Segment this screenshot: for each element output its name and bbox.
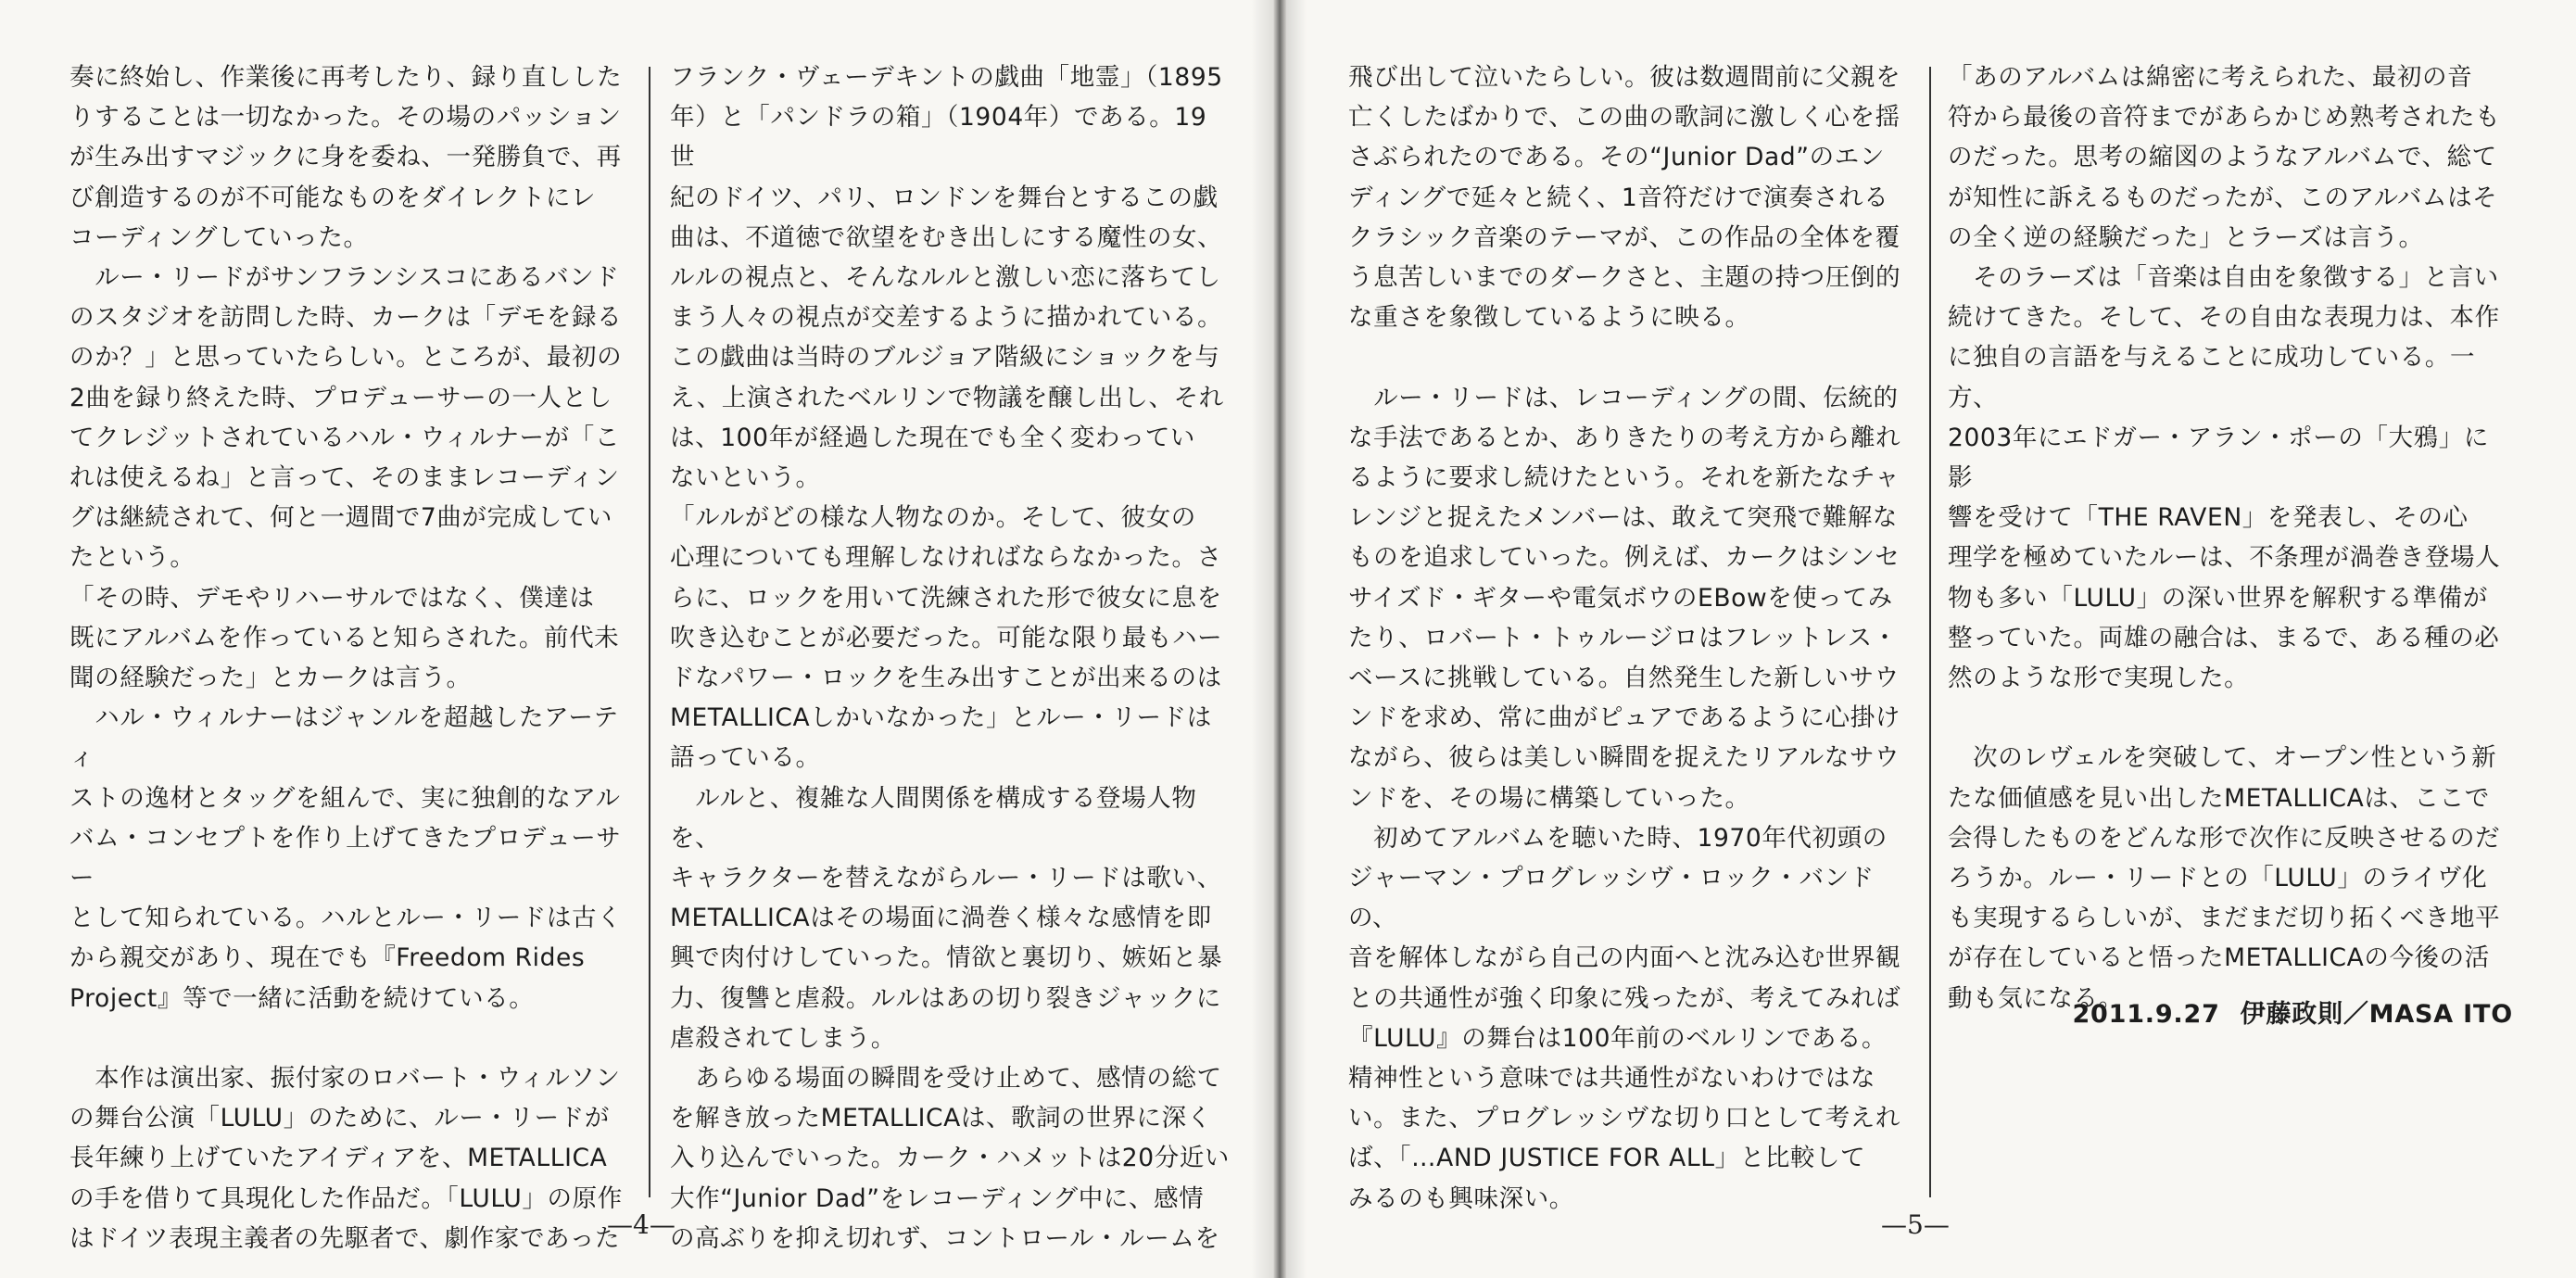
page-number-left: —4— bbox=[607, 1209, 676, 1240]
text-line: 物も多い「LULU」の深い世界を解釈する準備が bbox=[1948, 583, 2488, 613]
text-line: ろうか。ルー・リードとの「LULU」のライヴ化 bbox=[1948, 864, 2488, 893]
text-line: フランク・ヴェーデキントの戯曲「地霊」（1895 bbox=[670, 63, 1223, 92]
signature bbox=[2072, 993, 2513, 1030]
text-line: ルー・リードは、レコーディングの間、伝統的 bbox=[1348, 383, 1899, 412]
text-line: として知られている。ハルとルー・リードは古く bbox=[69, 904, 623, 933]
paragraph-gap bbox=[1348, 337, 1909, 377]
column-divider-right bbox=[1929, 67, 1931, 1197]
column-divider-left bbox=[649, 67, 650, 1197]
text-line: い。また、プログレッシヴな切り口として考えれ bbox=[1348, 1104, 1900, 1133]
text-line: METALLICAしかいなかった」とルー・リードは bbox=[670, 703, 1212, 733]
text-line: 力、復讐と虐殺。ルルはあの切り裂きジャックに bbox=[670, 983, 1222, 1013]
binding-gutter bbox=[1251, 0, 1307, 1278]
text-line: から親交があり、現在でも『Freedom Rides bbox=[69, 943, 586, 973]
paragraph-gap bbox=[69, 1019, 630, 1058]
text-line: な手法であるとか、ありきたりの考え方から離れ bbox=[1348, 423, 1901, 452]
text-line: グは継続されて、何と一週間で7曲が完成してい bbox=[69, 503, 613, 533]
text-line: さぶられたのである。その“Junior Dad”のエン bbox=[1348, 143, 1885, 172]
text-line: ドなパワー・ロックを生み出すことが出来るのは bbox=[670, 664, 1222, 693]
text-line: 既にアルバムを作っていると知らされた。前代未 bbox=[69, 623, 620, 652]
text-line: のか？」と思っていたらしい。ところが、最初の bbox=[69, 343, 623, 373]
text-line: の舞台公演「LULU」のために、ルー・リードが bbox=[69, 1104, 610, 1133]
text-line: 長年練り上げていたアイディアを、METALLICA bbox=[69, 1144, 608, 1173]
text-line: Project』等で一緒に活動を続けている。 bbox=[69, 983, 535, 1013]
text-line: ストの逸材とタッグを組んで、実に独創的なアル bbox=[69, 783, 621, 813]
text-line: たり、ロバート・トゥルージロはフレットレス・ bbox=[1348, 623, 1898, 652]
text-line: 理学を極めていたルーは、不条理が渦巻き登場人 bbox=[1948, 543, 2501, 573]
text-line: 「あのアルバムは綿密に考えられた、最初の音 bbox=[1948, 63, 2473, 92]
text-line: 2003年にエドガー・アラン・ポーの「大鴉」に影 bbox=[1948, 423, 2489, 493]
text-line: 本作は演出家、振付家のロバート・ウィルソン bbox=[69, 1064, 621, 1094]
text-line: らに、ロックを用いて洗練された形で彼女に息を bbox=[670, 583, 1222, 613]
text-line: ルルの視点と、そんなルルと激しい恋に落ちてし bbox=[670, 263, 1221, 293]
text-line: 虐殺されてしまう。 bbox=[670, 1023, 896, 1053]
text-line: 然のような形で実現した。 bbox=[1948, 664, 2250, 693]
text-line: の手を借りて具現化した作品だ。「LULU」の原作 bbox=[69, 1183, 623, 1213]
text-line: 大作“Junior Dad”をレコーディング中に、感情 bbox=[670, 1183, 1205, 1213]
column-4 bbox=[1948, 57, 2508, 1019]
text-line: たという。 bbox=[69, 543, 196, 573]
text-line: ば、「…AND JUSTICE FOR ALL」と比較して bbox=[1348, 1144, 1866, 1173]
text-line: 整っていた。両雄の融合は、まるで、ある種の必 bbox=[1948, 623, 2500, 652]
text-line: のスタジオを訪問した時、カークは「デモを録る bbox=[69, 303, 623, 333]
text-line: ンドを、その場に構築していった。 bbox=[1348, 783, 1750, 813]
text-line: 「ルルがどの様な人物なのか。そして、彼女の bbox=[670, 503, 1196, 533]
text-line: てクレジットされているハル・ウィルナーが「こ bbox=[69, 423, 620, 452]
text-line: 語っている。 bbox=[670, 743, 821, 773]
text-line: そのラーズは「音楽は自由を象徴する」と言い bbox=[1948, 263, 2499, 293]
text-line: るように要求し続けたという。それを新たなチャ bbox=[1348, 463, 1900, 493]
text-line: 動も気になる。 bbox=[1948, 983, 2124, 1013]
text-line: 響を受けて「THE RAVEN」を発表し、その心 bbox=[1948, 503, 2469, 533]
text-line: 聞の経験だった」とカークは言う。 bbox=[69, 664, 472, 693]
text-line: ルー・リードがサンフランシスコにあるバンド bbox=[69, 263, 620, 293]
text-line: 入り込んでいった。カーク・ハメットは20分近い bbox=[670, 1144, 1231, 1173]
text-line: が存在していると悟ったMETALLICAの今後の活 bbox=[1948, 943, 2490, 973]
text-line: 奏に終始し、作業後に再考したり、録り直しした bbox=[69, 63, 623, 92]
text-line: サイズド・ギターや電気ボウのEBowを使ってみ bbox=[1348, 583, 1893, 613]
text-line: との共通性が強く印象に残ったが、考えてみれば bbox=[1348, 983, 1901, 1013]
text-line: ものを追求していった。例えば、カークはシンセ bbox=[1348, 543, 1900, 573]
text-line: 『LULU』の舞台は100年前のベルリンである。 bbox=[1348, 1023, 1888, 1053]
text-line: ベースに挑戦している。自然発生した新しいサウ bbox=[1348, 664, 1900, 693]
text-line: 心理についても理解しなければならなかった。さ bbox=[670, 543, 1222, 573]
text-line: レンジと捉えたメンバーは、敢えて突飛で難解な bbox=[1348, 503, 1899, 533]
text-line: はドイツ表現主義者の先駆者で、劇作家であった bbox=[69, 1223, 621, 1253]
column-3 bbox=[1348, 57, 1909, 1219]
text-line: ジャーマン・プログレッシヴ・ロック・バンドの、 bbox=[1348, 864, 1875, 933]
text-line: りすることは一切なかった。その場のパッション bbox=[69, 103, 622, 133]
text-line: 吹き込むことが必要だった。可能な限り最もハー bbox=[670, 623, 1223, 652]
paragraph-gap bbox=[1948, 698, 2508, 738]
text-line: まう人々の視点が交差するように描かれている。 bbox=[670, 303, 1223, 333]
text-line: れは使えるね」と言って、そのままレコーディン bbox=[69, 463, 620, 493]
text-line: 精神性という意味では共通性がないわけではな bbox=[1348, 1064, 1876, 1094]
text-line: あらゆる場面の瞬間を受け止めて、感情の総て bbox=[670, 1064, 1222, 1094]
text-line: が生み出すマジックに身を委ね、一発勝負で、再 bbox=[69, 143, 622, 172]
text-line: キャラクターを替えながらルー・リードは歌い、 bbox=[670, 864, 1222, 893]
text-line: 符から最後の音符までがあらかじめ熟考されたも bbox=[1948, 103, 2501, 133]
text-line: クラシック音楽のテーマが、この作品の全体を覆 bbox=[1348, 222, 1900, 252]
signature-date: 2011.9.27 bbox=[2072, 1000, 2220, 1029]
text-line: ハル・ウィルナーはジャンルを超越したアーティ bbox=[69, 703, 619, 773]
text-line: 飛び出して泣いたらしい。彼は数週間前に父親を bbox=[1348, 63, 1901, 92]
text-line: ないという。 bbox=[670, 463, 821, 493]
text-line: 「その時、デモやリハーサルではなく、僕達は bbox=[69, 583, 595, 613]
text-line: ながら、彼らは美しい瞬間を捉えたリアルなサウ bbox=[1348, 743, 1900, 773]
text-line: 会得したものをどんな形で次作に反映させるのだ bbox=[1948, 823, 2501, 853]
text-line: ルルと、複雑な人間関係を構成する登場人物を、 bbox=[670, 783, 1197, 853]
text-line: 次のレヴェルを突破して、オープン性という新 bbox=[1948, 743, 2497, 773]
text-line: 興で肉付けしていった。情欲と裏切り、嫉妬と暴 bbox=[670, 943, 1223, 973]
text-line: は、100年が経過した現在でも全く変わってい bbox=[670, 423, 1196, 452]
text-line: 音を解体しながら自己の内面へと沈み込む世界観 bbox=[1348, 943, 1901, 973]
text-line: コーディングしていった。 bbox=[69, 222, 369, 252]
text-line: 亡くしたばかりで、この曲の歌詞に激しく心を揺 bbox=[1348, 103, 1900, 133]
text-line: え、上演されたベルリンで物議を醸し出し、それ bbox=[670, 383, 1224, 412]
text-line: 紀のドイツ、パリ、ロンドンを舞台とするこの戯 bbox=[670, 183, 1219, 212]
text-line: も実現するらしいが、まだまだ切り拓くべき地平 bbox=[1948, 904, 2501, 933]
text-line: の全く逆の経験だった」とラーズは言う。 bbox=[1948, 222, 2424, 252]
text-line: を解き放ったMETALLICAは、歌詞の世界に深く bbox=[670, 1104, 1212, 1133]
text-line: たな価値感を見い出したMETALLICAは、ここで bbox=[1948, 783, 2490, 813]
text-line: この戯曲は当時のブルジョア階級にショックを与 bbox=[670, 343, 1220, 373]
text-line: な重さを象徴しているように映る。 bbox=[1348, 303, 1750, 333]
column-1 bbox=[69, 57, 630, 1259]
signature-author: 伊藤政則／MASA ITO bbox=[2240, 1000, 2513, 1029]
text-line: 続けてきた。そして、その自由な表現力は、本作 bbox=[1948, 303, 2500, 333]
text-line: う息苦しいまでのダークさと、主題の持つ圧倒的 bbox=[1348, 263, 1901, 293]
text-line: の高ぶりを抑え切れず、コントロール・ルームを bbox=[670, 1223, 1220, 1253]
text-line: 年）と「パンドラの箱」（1904年）である。19世 bbox=[670, 103, 1207, 172]
page-number-right: —5— bbox=[1881, 1209, 1950, 1240]
text-line: METALLICAはその場面に渦巻く様々な感情を即 bbox=[670, 904, 1212, 933]
text-line: が知性に訴えるものだったが、このアルバムはそ bbox=[1948, 183, 2498, 212]
text-line: に独自の言語を与えることに成功している。一方、 bbox=[1948, 343, 2476, 412]
text-line: みるのも興味深い。 bbox=[1348, 1183, 1574, 1213]
text-line: ディングで延々と続く、1音符だけで演奏される bbox=[1348, 183, 1889, 212]
text-line: び創造するのが不可能なものをダイレクトにレ bbox=[69, 183, 597, 212]
text-line: バム・コンセプトを作り上げてきたプロデューサー bbox=[69, 823, 622, 893]
column-2 bbox=[670, 57, 1231, 1259]
text-line: 初めてアルバムを聴いた時、1970年代初頭の bbox=[1348, 823, 1888, 853]
text-line: ンドを求め、常に曲がピュアであるように心掛け bbox=[1348, 703, 1900, 733]
text-line: 曲は、不道徳で欲望をむき出しにする魔性の女、 bbox=[670, 222, 1223, 252]
text-line: のだった。思考の縮図のようなアルバムで、総て bbox=[1948, 143, 2497, 172]
text-line: 2曲を録り終えた時、プロデューサーの一人とし bbox=[69, 383, 612, 412]
